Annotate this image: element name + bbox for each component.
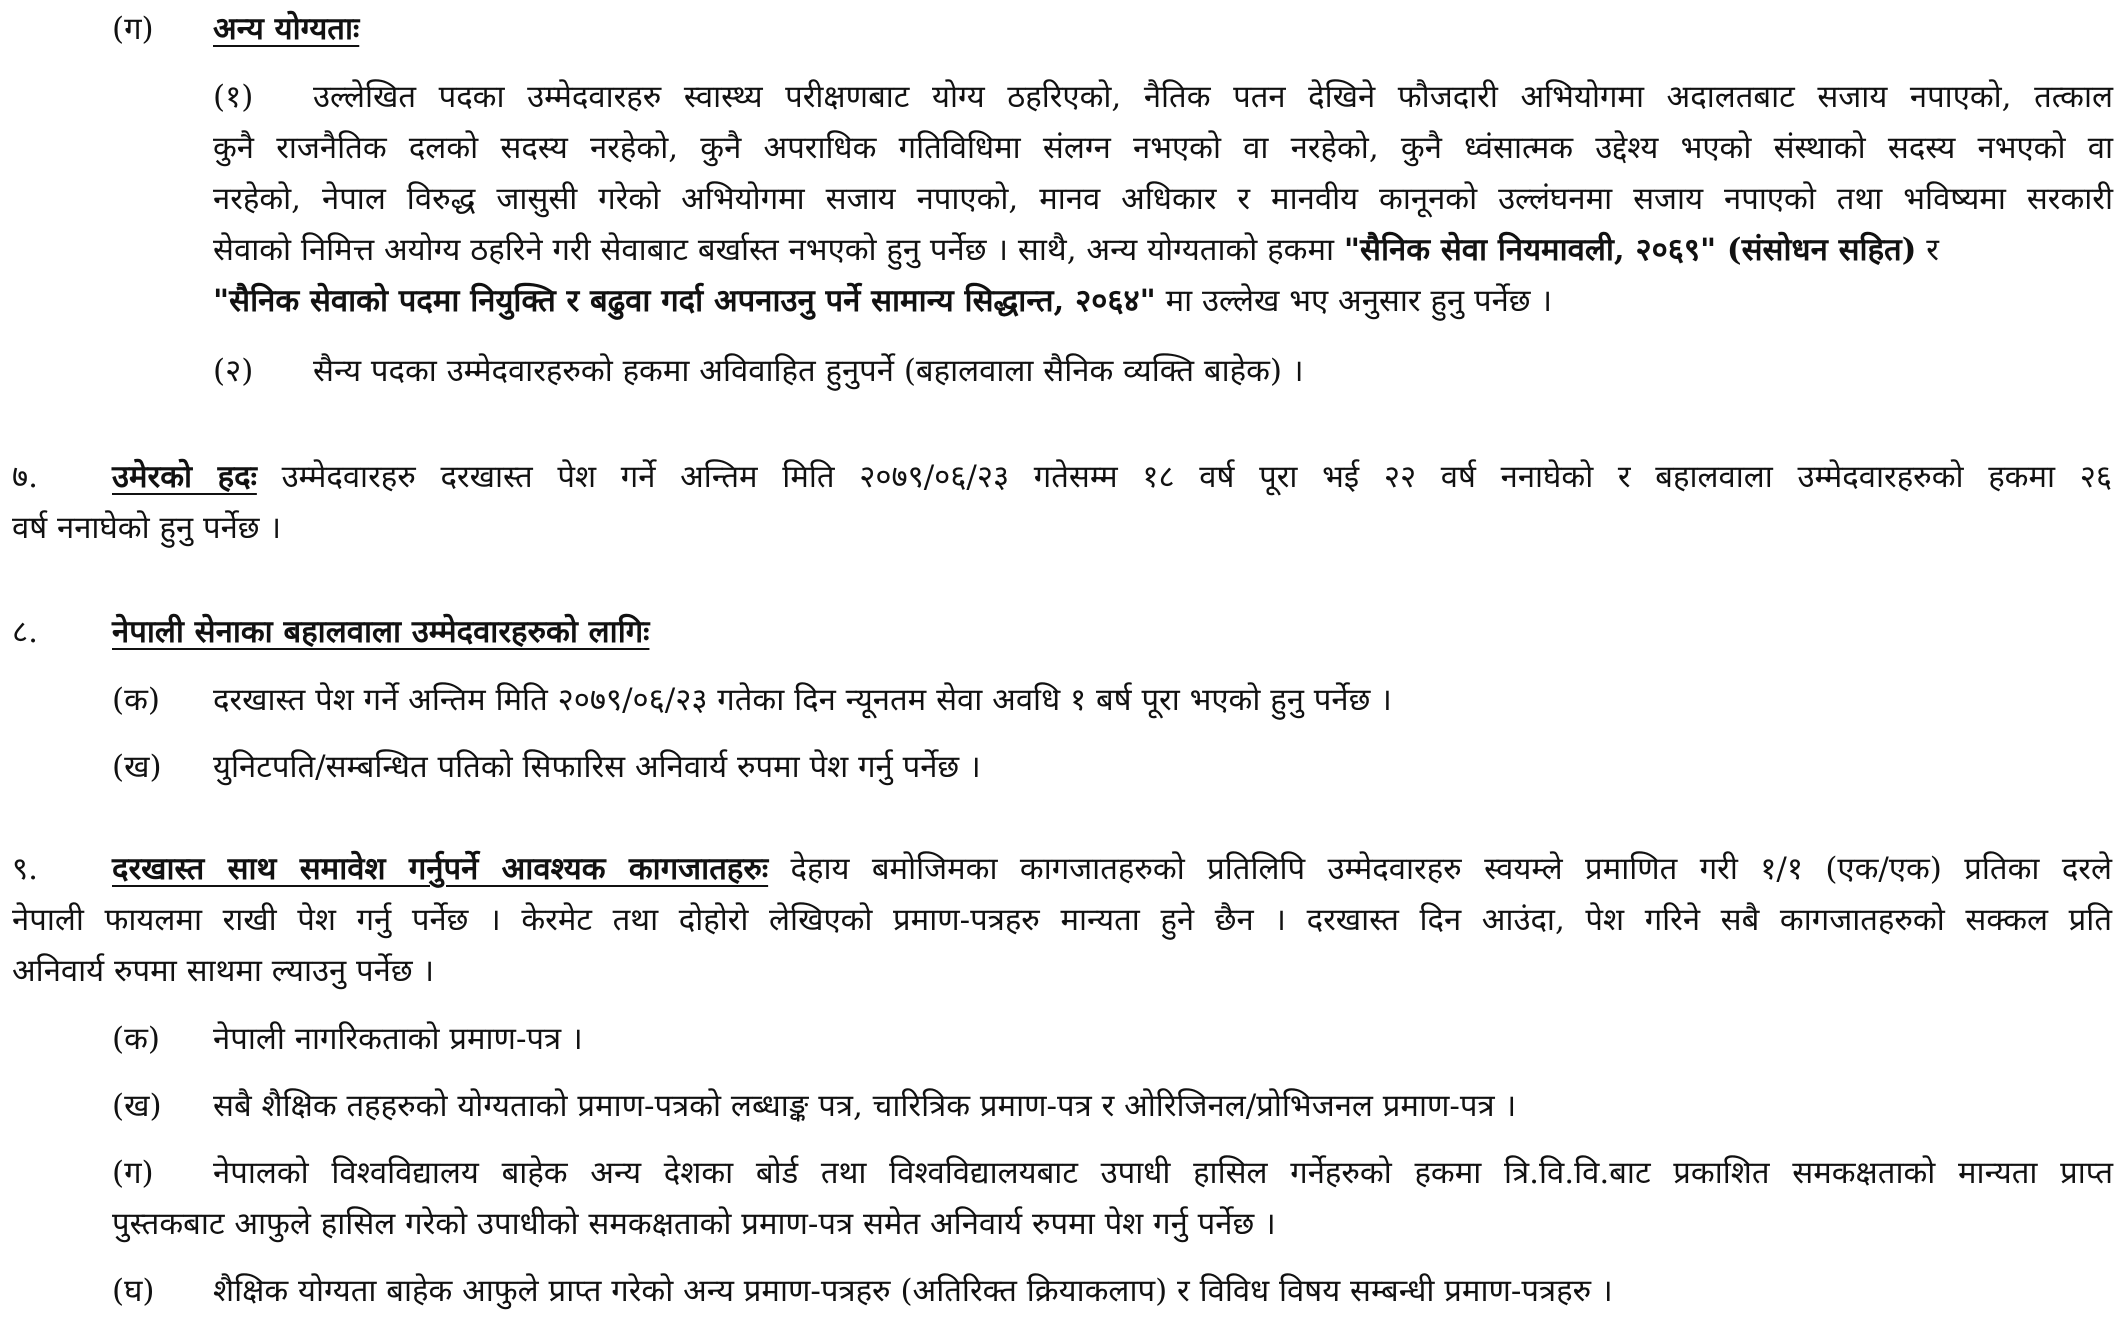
section-ga-marker: (ग) [112,11,154,47]
section-9-item-ka-text: नेपाली नागरिकताको प्रमाण-पत्र । [213,1021,583,1057]
regulation-title: "सैनिक सेवा नियमावली, २०६९" (संसोधन सहित) [1343,232,1917,268]
section-8-item-kha-marker: (ख) [112,749,162,785]
section-8-heading: नेपाली सेनाका बहालवाला उम्मेदवारहरुको लागिः [112,614,650,650]
item-1-line-4 [213,232,1939,268]
section-9-line-1 [112,851,2112,887]
section-7-heading: उमेरको हदः [112,459,257,495]
item-1-line-3: नरहेको, नेपाल विरुद्ध जासुसी गरेको अभियोगमा सजाय नपाएको, मानव अधिकार र मानवीय कानूनको उल्लंघनमा सजाय नपाएको तथा भविष्यमा सरकारी [213,181,2114,217]
item-1-line-5 [213,283,1553,319]
section-8-number: ८. [12,614,38,650]
section-9-item-ga-marker: (ग) [112,1155,154,1191]
section-9-item-ga-line-2: पुस्तकबाट आफुले हासिल गरेको उपाधीको समकक्षताको प्रमाण-पत्र समेत अनिवार्य रुपमा पेश गर्नु पर्नेछ । [112,1206,1276,1242]
section-9-item-gha-marker: (घ) [112,1273,155,1309]
item-1-line-4-text: सेवाको निमित्त अयोग्य ठहरिने गरी सेवाबाट बर्खास्त नभएको हुनु पर्नेछ । साथै, अन्य योग्यताको हकमा [213,232,1335,268]
section-9-item-kha-text: सबै शैक्षिक तहहरुको योग्यताको प्रमाण-पत्रको लब्धाङ्क पत्र, चारित्रिक प्रमाण-पत्र र ओरिजिनल/प्रोभिजनल प्रमाण-पत्र । [213,1088,1517,1124]
item-2-marker: (२) [213,353,254,389]
section-ga-heading: अन्य योग्यताः [213,11,360,47]
section-7-number: ७. [12,459,38,495]
section-9-item-gha-text: शैक्षिक योग्यता बाहेक आफुले प्राप्त गरेको अन्य प्रमाण-पत्रहरु (अतिरिक्त क्रियाकलाप) र विविध विषय सम्बन्धी प्रमाण-पत्रहरु । [213,1273,1613,1309]
section-7-line-1 [112,459,2112,495]
item-1-line-1: उल्लेखित पदका उम्मेदवारहरु स्वास्थ्य परीक्षणबाट योग्य ठहरिएको, नैतिक पतन देखिने फौजदारी अभियोगमा अदालतबाट सजाय नपाएको, तत्काल [313,79,2113,115]
item-1-line-4-conj: र [1926,232,1939,268]
section-8-item-kha-text: युनिटपति/सम्बन्धित पतिको सिफारिस अनिवार्य रुपमा पेश गर्नु पर्नेछ । [213,749,981,785]
section-9-item-kha-marker: (ख) [112,1088,162,1124]
section-9-number: ९. [12,851,38,887]
item-1-line-5-text: मा उल्लेख भए अनुसार हुनु पर्नेछ । [1165,283,1553,319]
section-9-line-3: अनिवार्य रुपमा साथमा ल्याउनु पर्नेछ । [12,953,435,989]
section-9-line-1-text: देहाय बमोजिमका कागजातहरुको प्रतिलिपि उम्मेदवारहरु स्वयम्ले प्रमाणित गरी १/१ (एक/एक) प्रतिका दरले [790,851,2112,887]
section-8-item-ka-text: दरखास्त पेश गर्ने अन्तिम मिति २०७९/०६/२३ गतेका दिन न्यूनतम सेवा अवधि १ बर्ष पूरा भएको हुनु पर्नेछ । [213,682,1392,718]
section-9-item-ga-line-1: नेपालको विश्वविद्यालय बाहेक अन्य देशका बोर्ड तथा विश्वविद्यालयबाट उपाधी हासिल गर्नेहरुको हकमा त्रि.वि.वि.बाट प्रकाशित समकक्षताको मान्यता प्राप्त [213,1155,2113,1191]
item-2-text: सैन्य पदका उम्मेदवारहरुको हकमा अविवाहित हुनुपर्ने (बहालवाला सैनिक व्यक्ति बाहेक) । [313,353,1304,389]
item-1-line-2: कुनै राजनैतिक दलको सदस्य नरहेको, कुनै अपराधिक गतिविधिमा संलग्न नभएको वा नरहेको, कुनै ध्वंसात्मक उद्देश्य भएको संस्थाको सदस्य नभएको वा [213,130,2113,166]
section-8-item-ka-marker: (क) [112,682,160,718]
section-9-item-ka-marker: (क) [112,1021,160,1057]
section-9-heading: दरखास्त साथ समावेश गर्नुपर्ने आवश्यक कागजातहरुः [112,851,769,887]
section-7-line-2: वर्ष ननाघेको हुनु पर्नेछ । [12,510,282,546]
section-9-line-2: नेपाली फायलमा राखी पेश गर्नु पर्नेछ । केरमेट तथा दोहोरो लेखिएको प्रमाण-पत्रहरु मान्यता हुने छैन । दरखास्त दिन आउंदा, पेश गरिने सबै कागजातहरुको सक्कल प्रति [12,902,2112,938]
principle-title: "सैनिक सेवाको पदमा नियुक्ति र बढुवा गर्दा अपनाउनु पर्ने सामान्य सिद्धान्त, २०६४" [213,283,1156,319]
item-1-marker: (१) [213,79,254,115]
section-7-line-1-text: उम्मेदवारहरु दरखास्त पेश गर्ने अन्तिम मिति २०७९/०६/२३ गतेसम्म १८ वर्ष पूरा भई २२ वर्ष ननाघेको र बहालवाला उम्मेदवारहरुको हकमा २६ [281,459,2112,495]
